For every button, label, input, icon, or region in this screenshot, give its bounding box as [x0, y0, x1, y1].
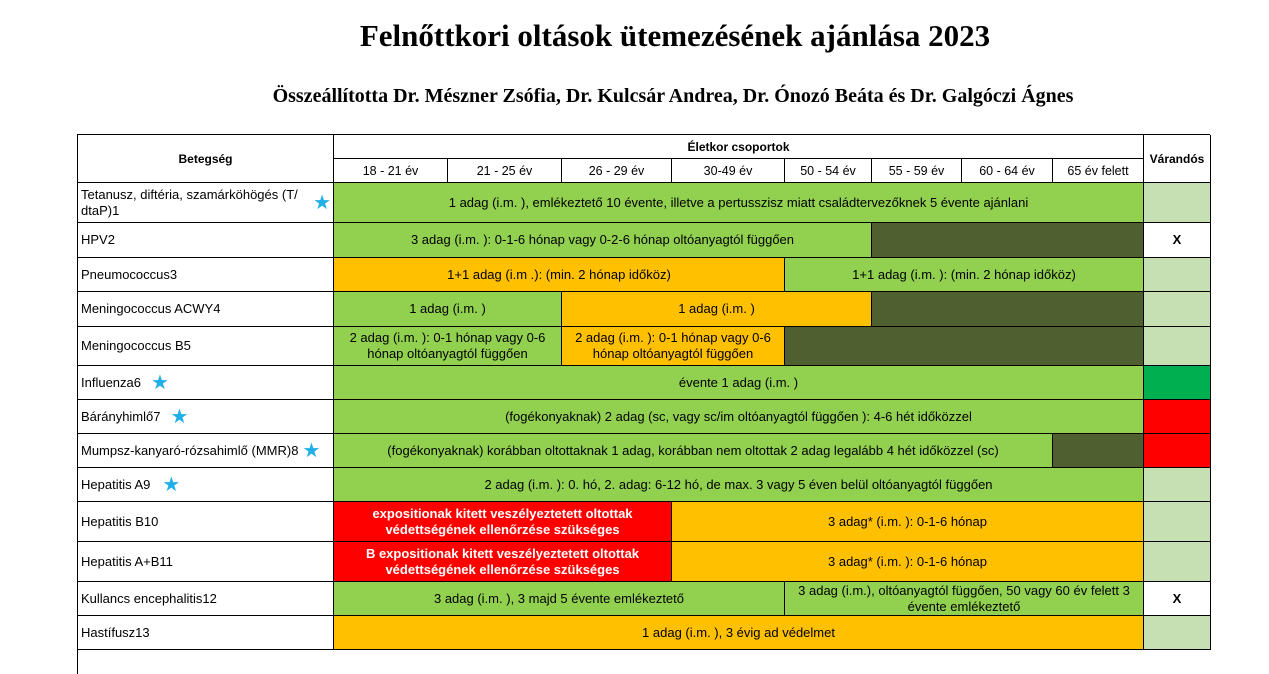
- star-icon: ★: [313, 191, 331, 214]
- schedule-cell: 2 adag (i.m. ): 0. hó, 2. adag: 6-12 hó, de max. 3 vagy 5 éven belül oltóanyagtól függően: [334, 468, 1144, 502]
- disease-cell: [78, 366, 334, 400]
- star-icon: ★: [302, 439, 321, 462]
- not-recommended-cell: [1053, 434, 1144, 468]
- pregnant-cell: [1144, 366, 1211, 400]
- pregnant-cell: [1144, 542, 1211, 582]
- star-icon: ★: [170, 405, 189, 428]
- disease-cell: HPV2: [78, 223, 334, 258]
- pregnant-cell: [1144, 400, 1211, 434]
- disease-label: Influenza6: [81, 374, 141, 390]
- pregnant-cell: [1144, 292, 1211, 327]
- star-icon: ★: [162, 473, 181, 496]
- schedule-cell: 3 adag (i.m.), oltóanyagtól függően, 50 vagy 60 év felett 3 évente emlékeztető: [785, 582, 1144, 616]
- schedule-cell: 1 adag (i.m. ): [334, 292, 562, 327]
- age-header: 18 - 21 év: [334, 159, 448, 183]
- page-subtitle: Összeállította Dr. Mészner Zsófia, Dr. Kulcsár Andrea, Dr. Ónozó Beáta és Dr. Galgóczi Ágnes: [272, 85, 1074, 107]
- header-disease: Betegség: [78, 135, 334, 183]
- disease-cell: Meningococcus ACWY4: [78, 292, 334, 327]
- schedule-cell: 1+1 adag (i.m. ): (min. 2 hónap időköz): [785, 258, 1144, 292]
- disease-cell: Hepatitis A+B11: [78, 542, 334, 582]
- not-recommended-cell: [872, 292, 1144, 327]
- disease-cell: [78, 468, 334, 502]
- age-header: 30-49 év: [672, 159, 785, 183]
- schedule-cell: 2 adag (i.m. ): 0-1 hónap vagy 0-6 hónap oltóanyagtól függően: [562, 327, 785, 366]
- pregnant-cell: [1144, 468, 1211, 502]
- vaccination-table: [77, 134, 1210, 674]
- disease-cell: [78, 400, 334, 434]
- pregnant-cell: [1144, 616, 1211, 650]
- schedule-cell: 1+1 adag (i.m .): (min. 2 hónap időköz): [334, 258, 785, 292]
- page-title: Felnőttkori oltások ütemezésének ajánlása 2023: [359, 18, 991, 53]
- disease-label: Tetanusz, diftéria, szamárköhögés (T/ dtaP)1: [81, 186, 298, 218]
- schedule-cell: évente 1 adag (i.m. ): [334, 366, 1144, 400]
- disease-label: Hepatitis A9: [81, 476, 151, 492]
- schedule-cell: 3 adag (i.m. ), 3 majd 5 évente emlékeztető: [334, 582, 785, 616]
- age-header: 60 - 64 év: [962, 159, 1053, 183]
- age-header: 50 - 54 év: [785, 159, 872, 183]
- disease-cell: Pneumococcus3: [78, 258, 334, 292]
- pregnant-cell: [1144, 327, 1211, 366]
- disease-label: Bárányhimlő7: [81, 408, 161, 424]
- schedule-cell: (fogékonyaknak) 2 adag (sc, vagy sc/im oltóanyagtól függően ): 4-6 hét időközzel: [334, 400, 1144, 434]
- schedule-cell: B expositionak kitett veszélyeztetett oltottak védettségének ellenőrzése szükséges: [334, 542, 672, 582]
- schedule-cell: 3 adag* (i.m. ): 0-1-6 hónap: [672, 502, 1144, 542]
- not-recommended-cell: [872, 223, 1144, 258]
- schedule-cell: expositionak kitett veszélyeztetett oltottak védettségének ellenőrzése szükséges: [334, 502, 672, 542]
- pregnant-cell: [1144, 502, 1211, 542]
- not-recommended-cell: [785, 327, 1144, 366]
- disease-cell: Kullancs encephalitis12: [78, 582, 334, 616]
- pregnant-cell: X: [1144, 223, 1211, 258]
- schedule-cell: 3 adag (i.m. ): 0-1-6 hónap vagy 0-2-6 hónap oltóanyagtól függően: [334, 223, 872, 258]
- age-header: 21 - 25 év: [448, 159, 562, 183]
- disease-cell: [78, 434, 334, 468]
- age-header: 65 év felett: [1053, 159, 1144, 183]
- star-icon: ★: [151, 371, 169, 394]
- disease-cell: Hepatitis B10: [78, 502, 334, 542]
- disease-cell: Hastífusz13: [78, 616, 334, 650]
- schedule-cell: 1 adag (i.m. ): [562, 292, 872, 327]
- header-pregnant: Várandós: [1144, 135, 1211, 183]
- pregnant-cell: [1144, 258, 1211, 292]
- header-age-groups: Életkor csoportok: [334, 135, 1144, 159]
- disease-label: Mumpsz-kanyaró-rózsahimlő (MMR)8: [81, 442, 299, 458]
- schedule-cell: 3 adag* (i.m. ): 0-1-6 hónap: [672, 542, 1144, 582]
- age-header: 26 - 29 év: [562, 159, 672, 183]
- age-header: 55 - 59 év: [872, 159, 962, 183]
- schedule-cell: (fogékonyaknak) korábban oltottaknak 1 adag, korábban nem oltottak 2 adag legalább 4 hét időközzel (sc): [334, 434, 1053, 468]
- schedule-cell: 1 adag (i.m. ), 3 évig ad védelmet: [334, 616, 1144, 650]
- schedule-cell: 2 adag (i.m. ): 0-1 hónap vagy 0-6 hónap oltóanyagtól függően: [334, 327, 562, 366]
- pregnant-cell: [1144, 183, 1211, 223]
- pregnant-cell: [1144, 434, 1211, 468]
- pregnant-cell: X: [1144, 582, 1211, 616]
- disease-cell: Meningococcus B5: [78, 327, 334, 366]
- schedule-cell: 1 adag (i.m. ), emlékeztető 10 évente, illetve a pertusszisz miatt családtervezőknek 5 évente ajánlani: [334, 183, 1144, 223]
- disease-cell: [78, 183, 334, 223]
